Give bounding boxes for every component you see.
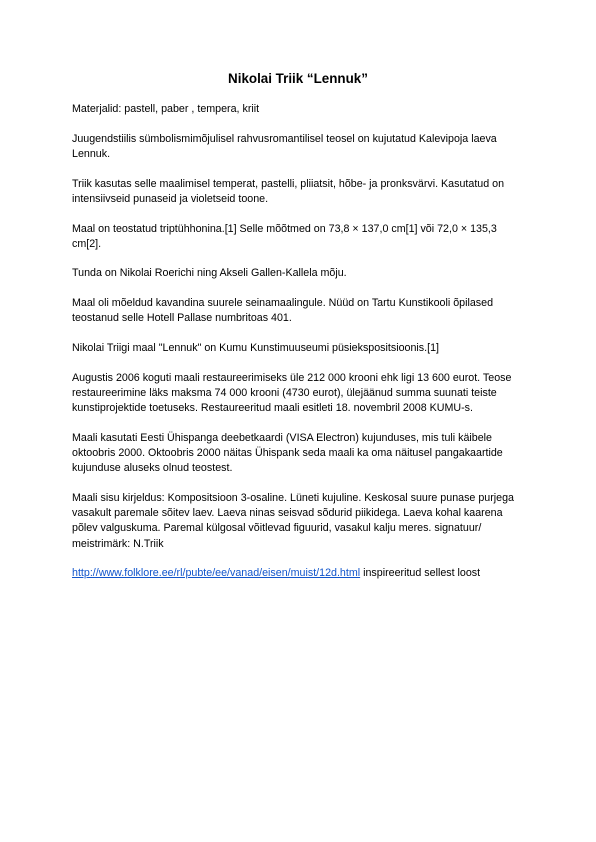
paragraph-restoration: Augustis 2006 koguti maali restaureerimiseks üle 212 000 krooni ehk ligi 13 600 eurot. Teose restaureerimine läks maksma 74 000 krooni (4730 eurot), ülejäänud summa suunati teiste kunstiprojektide toetuseks. Restaureeritud maali esitleti 18. novembril 2008 KUMU-s. <box>72 371 512 415</box>
paragraph-style: Juugendstiilis sümbolismimõjulisel rahvusromantilisel teosel on kujutatud Kalevipoja laeva Lennuk. <box>72 132 497 160</box>
paragraph-source <box>72 566 524 581</box>
document-body <box>72 70 524 596</box>
paragraph-materials: Materjalid: pastell, paber , tempera, kriit <box>72 103 260 115</box>
source-suffix: inspireeritud sellest loost <box>360 567 481 580</box>
paragraph-influence: Tunda on Nikolai Roerichi ning Akseli Gallen-Kallela mõju. <box>72 267 347 280</box>
paragraph-bank-card: Maali kasutati Eesti Ühispanga deebetkaardi (VISA Electron) kujunduses, mis tuli käibele oktoobris 2000. Oktoobris 2000 näitas Ühispank seda maali ka oma näitusel pangakaartide kujunduse aluseks olnud teostest. <box>72 431 503 475</box>
paragraph-technique: Triik kasutas selle maalimisel temperat, pastelli, pliiatsit, hõbe- ja pronksvärvi. Kasutatud on intensiivseid punaseid ja violetseid toone. <box>72 177 505 205</box>
paragraph-dimensions: Maal on teostatud triptühhonina.[1] Selle mõõtmed on 73,8 × 137,0 cm[1] või 72,0 × 135,3 cm[2]. <box>72 222 497 250</box>
paragraph-exhibition: Nikolai Triigi maal "Lennuk" on Kumu Kunstimuuseumi püsiekspositsioonis.[1] <box>72 342 439 355</box>
document-title: Nikolai Triik “Lennuk” <box>228 71 368 86</box>
paragraph-description: Maali sisu kirjeldus: Kompositsioon 3-osaline. Lüneti kujuline. Keskosal suure punase purjega vasakult paremale sõitev laev. Laeva ninas seisvad sõdurid piikidega. Laeva kohal kaarena põlev valguskuma. Paremal külgosal võitlevad figuurid, vasakul kalju meres. signatuur/ meistrimärk: N.Triik <box>72 491 514 550</box>
source-link[interactable]: http://www.folklore.ee/rl/pubte/ee/vanad/eisen/muist/12d.html <box>72 567 361 580</box>
paragraph-mural: Maal oli mõeldud kavandina suurele seinamaalingule. Nüüd on Tartu Kunstikooli õpilased teostanud selle Hotell Pallase numbritoas 401. <box>72 297 494 325</box>
